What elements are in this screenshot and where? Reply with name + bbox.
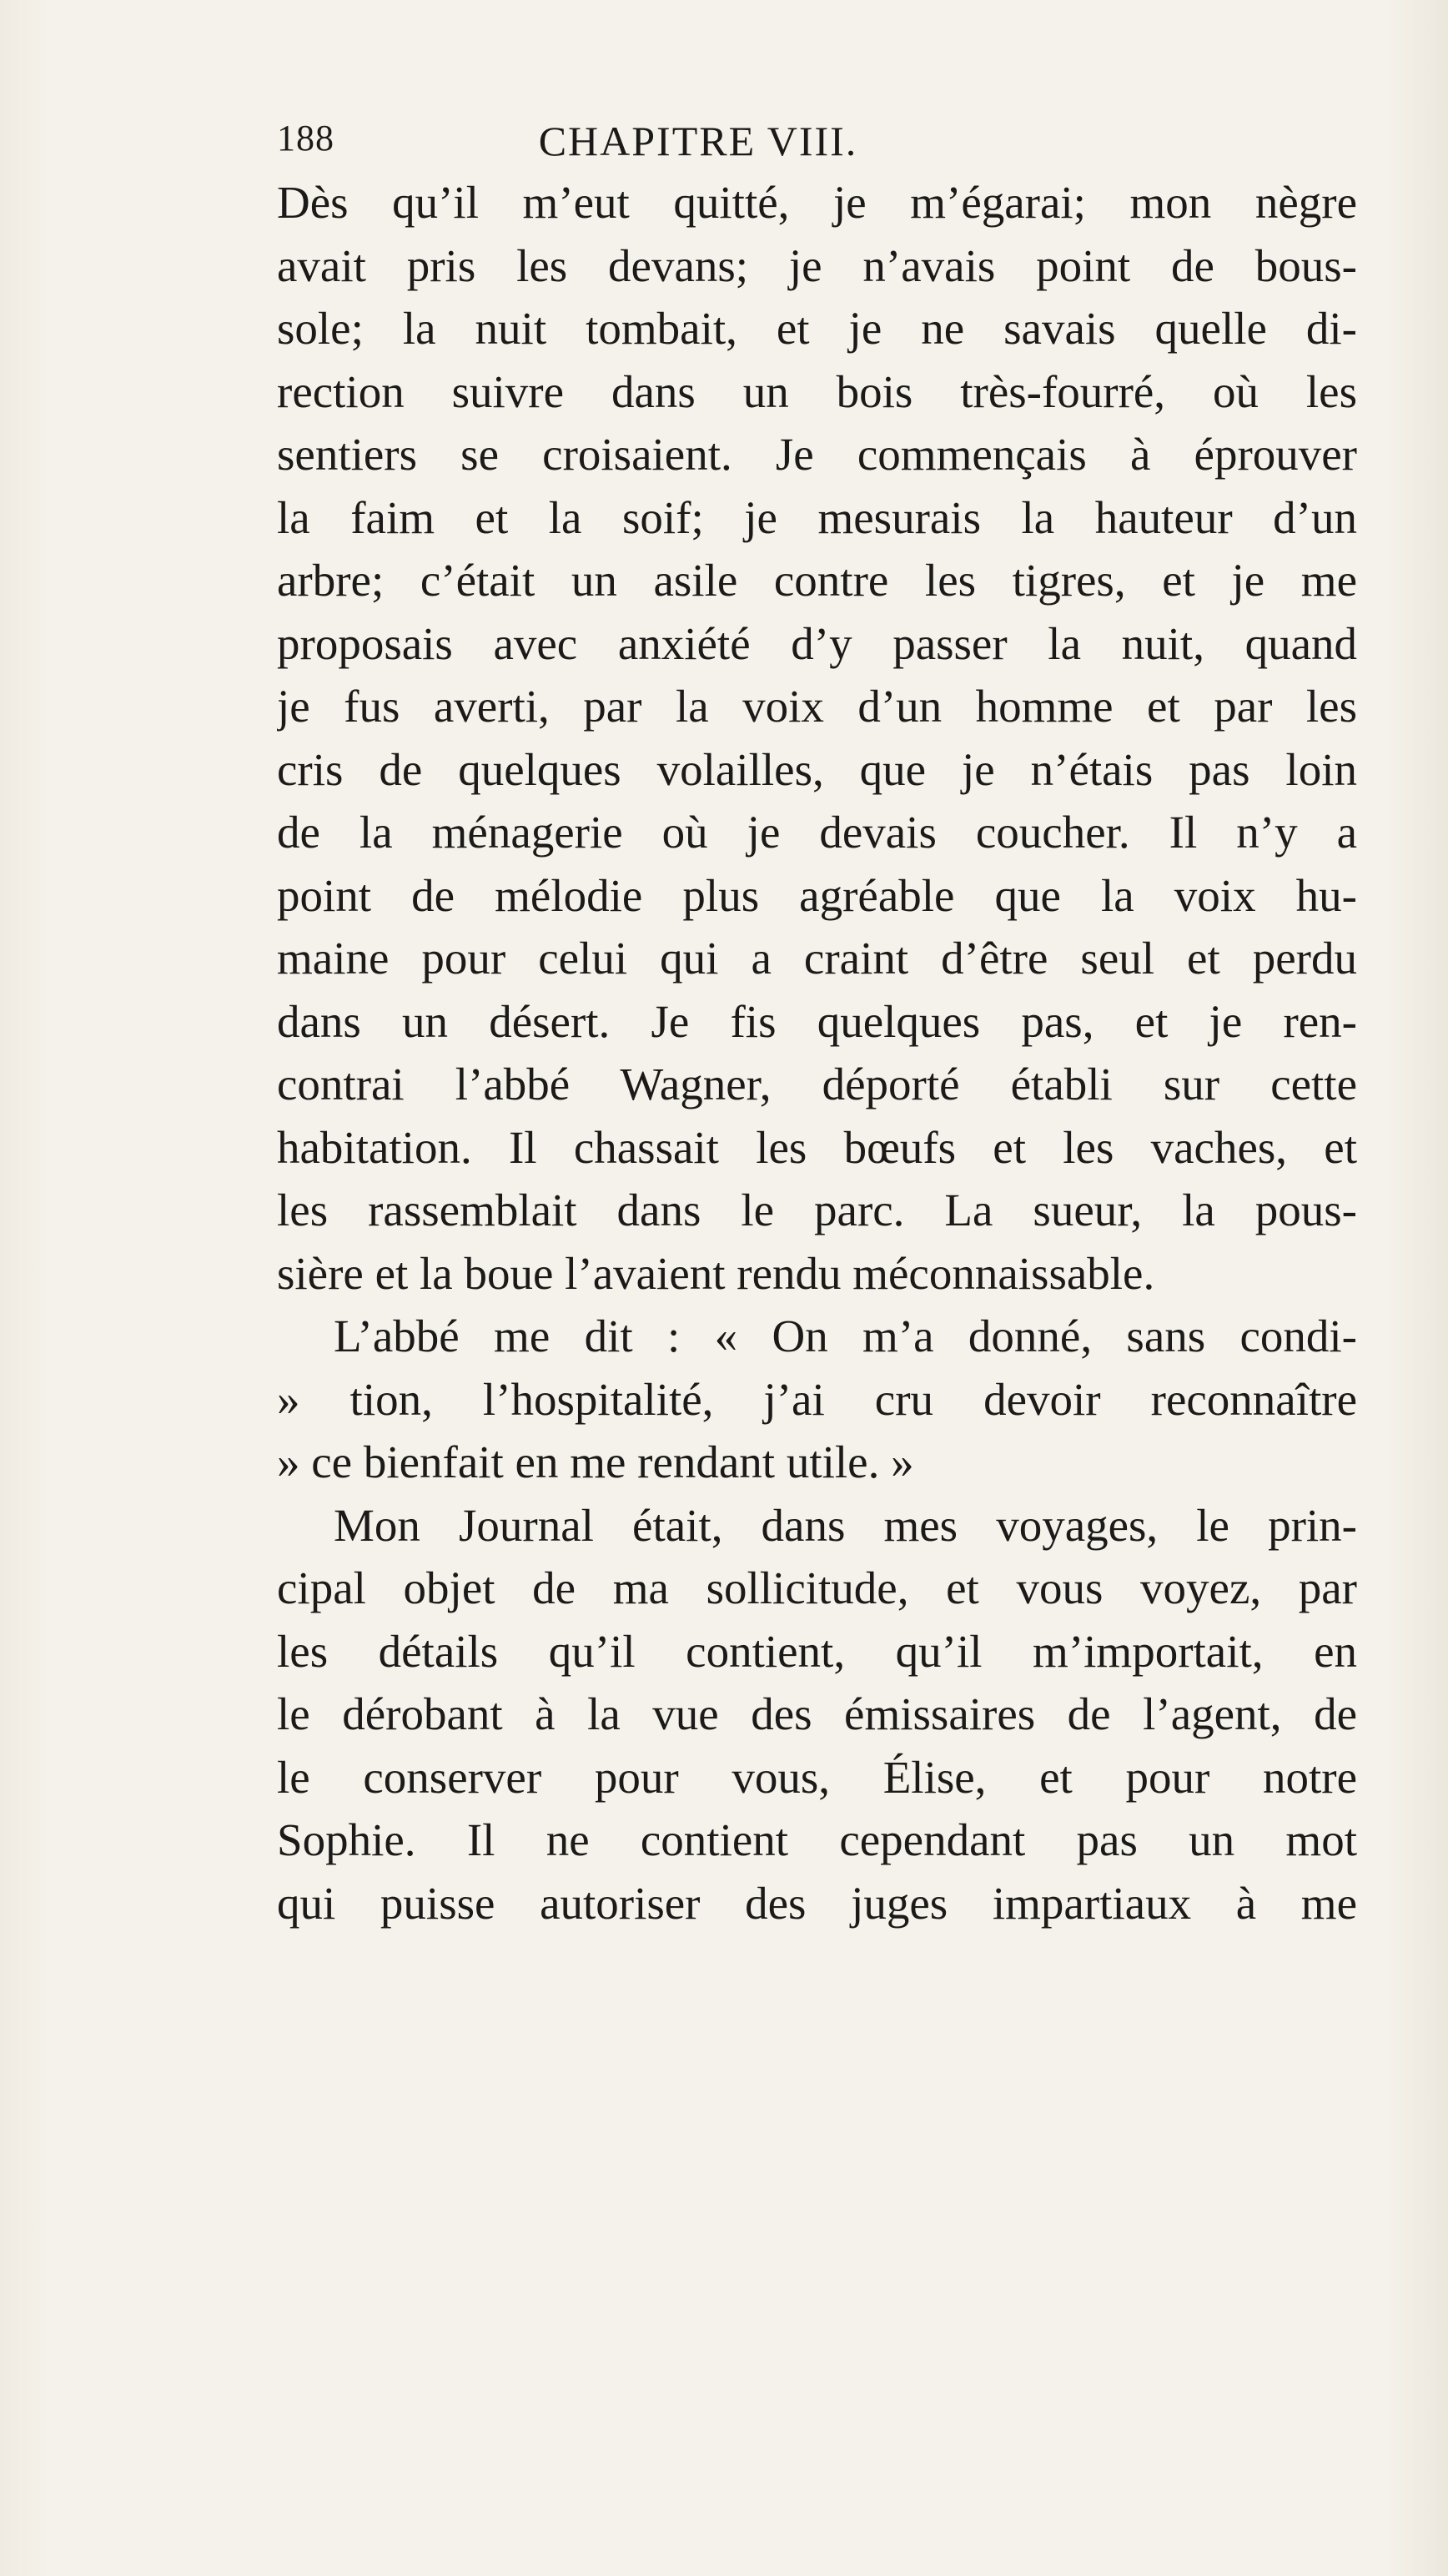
text-line: arbre; c’était un asile contre les tigres, et je me xyxy=(277,555,1357,606)
text-line: la faim et la soif; je mesurais la hauteur d’un xyxy=(277,491,1357,543)
text-line: point de mélodie plus agréable que la voix hu- xyxy=(277,869,1357,921)
text-line: cris de quelques volailles, que je n’étais pas loin xyxy=(277,743,1357,795)
text-line: Mon Journal était, dans mes voyages, le prin- xyxy=(334,1499,1357,1551)
text-line: les rassemblait dans le parc. La sueur, la pous- xyxy=(277,1185,1357,1235)
page-number: 188 xyxy=(277,118,334,158)
text-line: Dès qu’il m’eut quitté, je m’égarai; mon nègre xyxy=(277,177,1357,228)
text-line: qui puisse autoriser des juges impartiaux à me xyxy=(277,1877,1357,1929)
text-line: rection suivre dans un bois très-fourré, où les xyxy=(277,365,1357,417)
text-line: sière et la boue l’avaient rendu méconnaissable. xyxy=(277,1247,1155,1299)
text-line: avait pris les devans; je n’avais point de bous- xyxy=(277,239,1357,291)
text-line: le dérobant à la vue des émissaires de l’agent, de xyxy=(277,1688,1357,1739)
text-line: dans un désert. Je fis quelques pas, et je ren- xyxy=(277,995,1357,1047)
text-line: » ce bienfait en me rendant utile. » xyxy=(277,1436,914,1487)
text-line: les détails qu’il contient, qu’il m’importait, en xyxy=(277,1625,1357,1677)
text-line: habitation. Il chassait les bœufs et les vaches, et xyxy=(277,1121,1357,1173)
text-line: de la ménagerie où je devais coucher. Il n’y a xyxy=(277,807,1357,858)
text-line: le conserver pour vous, Élise, et pour notre xyxy=(277,1751,1357,1803)
text-line: sentiers se croisaient. Je commençais à éprouver xyxy=(277,429,1357,480)
text-line: maine pour celui qui a craint d’être seul et perdu xyxy=(277,933,1357,984)
text-line: sole; la nuit tombait, et je ne savais quelle di- xyxy=(277,303,1357,354)
text-line: » tion, l’hospitalité, j’ai cru devoir reconnaître xyxy=(277,1373,1357,1425)
text-line: proposais avec anxiété d’y passer la nuit, quand xyxy=(277,617,1357,669)
text-line: cipal objet de ma sollicitude, et vous voyez, par xyxy=(277,1562,1357,1613)
text-line: L’abbé me dit : « On m’a donné, sans condi- xyxy=(334,1311,1357,1361)
text-line: Sophie. Il ne contient cependant pas un mot xyxy=(277,1814,1357,1865)
body-text xyxy=(277,171,1357,1935)
text-line: je fus averti, par la voix d’un homme et par les xyxy=(277,681,1357,732)
text-line: contrai l’abbé Wagner, déporté établi sur cette xyxy=(277,1059,1357,1109)
running-title: CHAPITRE VIII. xyxy=(538,118,858,164)
